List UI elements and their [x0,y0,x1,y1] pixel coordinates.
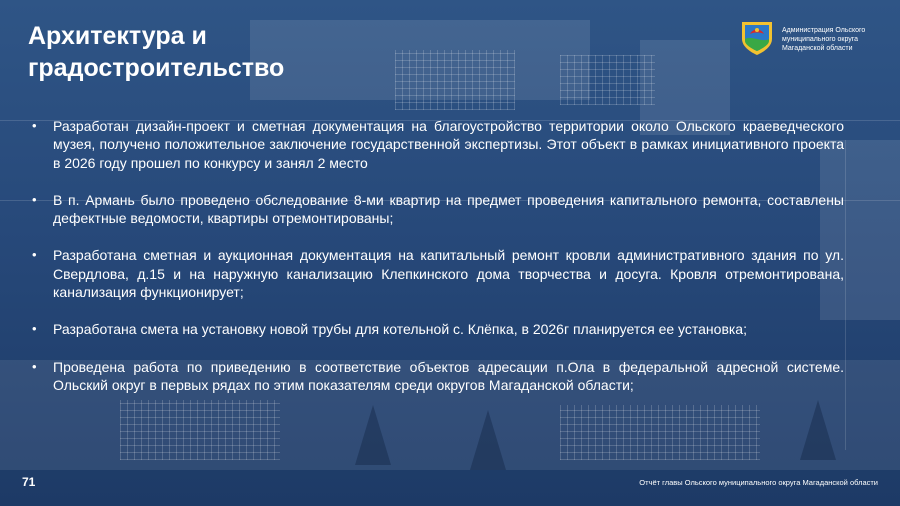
list-item-text: Разработана сметная и аукционная документация на капитальный ремонт кровли административного здания по ул. Свердлова, д.15 и на наружную канализацию Клепкинского дома творчества и досуга. Кровля отремонтирована, канализация функционирует; [53,247,844,301]
list-item-text: Разработана смета на установку новой трубы для котельной с. Клёпка, в 2026г планируется ее установка; [53,321,747,338]
bullet-marker: • [32,358,37,374]
organization-name [782,26,892,53]
coat-of-arms-icon [739,19,775,57]
list-item-text: Проведена работа по приведению в соответствие объектов адресации п.Ола в федеральной адресной системе. Ольский округ в первых рядах по этим показателям среди округов Магаданской области; [53,358,844,393]
bullet-marker: • [32,321,37,337]
footer-report-title: Отчёт главы Ольского муниципального округа Магаданской области [639,478,878,487]
bullet-marker: • [32,191,37,207]
org-line-2: муниципального округа [782,36,859,43]
bullet-list [32,117,844,413]
page-title [28,20,284,84]
list-item [32,358,844,395]
bullet-marker: • [32,247,37,263]
list-item-text: В п. Армань было проведено обследование 8-ми квартир на предмет проведения капитального ремонта, составлены дефектные ведомости, квартиры отремонтированы; [53,191,844,227]
list-item [32,191,844,228]
title-line-1: Архитектура и [28,22,207,50]
bg-tree [470,410,506,470]
title-line-2: градостроительство [28,54,285,82]
org-line-3: Магаданской области [782,45,853,52]
org-line-1: Администрация Ольского [782,27,866,34]
bg-window-grid [395,50,515,110]
bg-tree [355,405,391,465]
list-item [32,320,844,338]
bullet-marker: • [32,118,37,133]
page-number: 71 [22,475,36,489]
list-item-text: Разработан дизайн-проект и сметная документация на благоустройство территории около Ольского краеведческого музея, получено положительное заключение государственной экспертизы. Этот объект в рамках инициативного проекта в 2026 году прошел по конкурсу и занял 2 место [53,118,844,171]
list-item [32,246,844,301]
list-item [32,117,844,172]
